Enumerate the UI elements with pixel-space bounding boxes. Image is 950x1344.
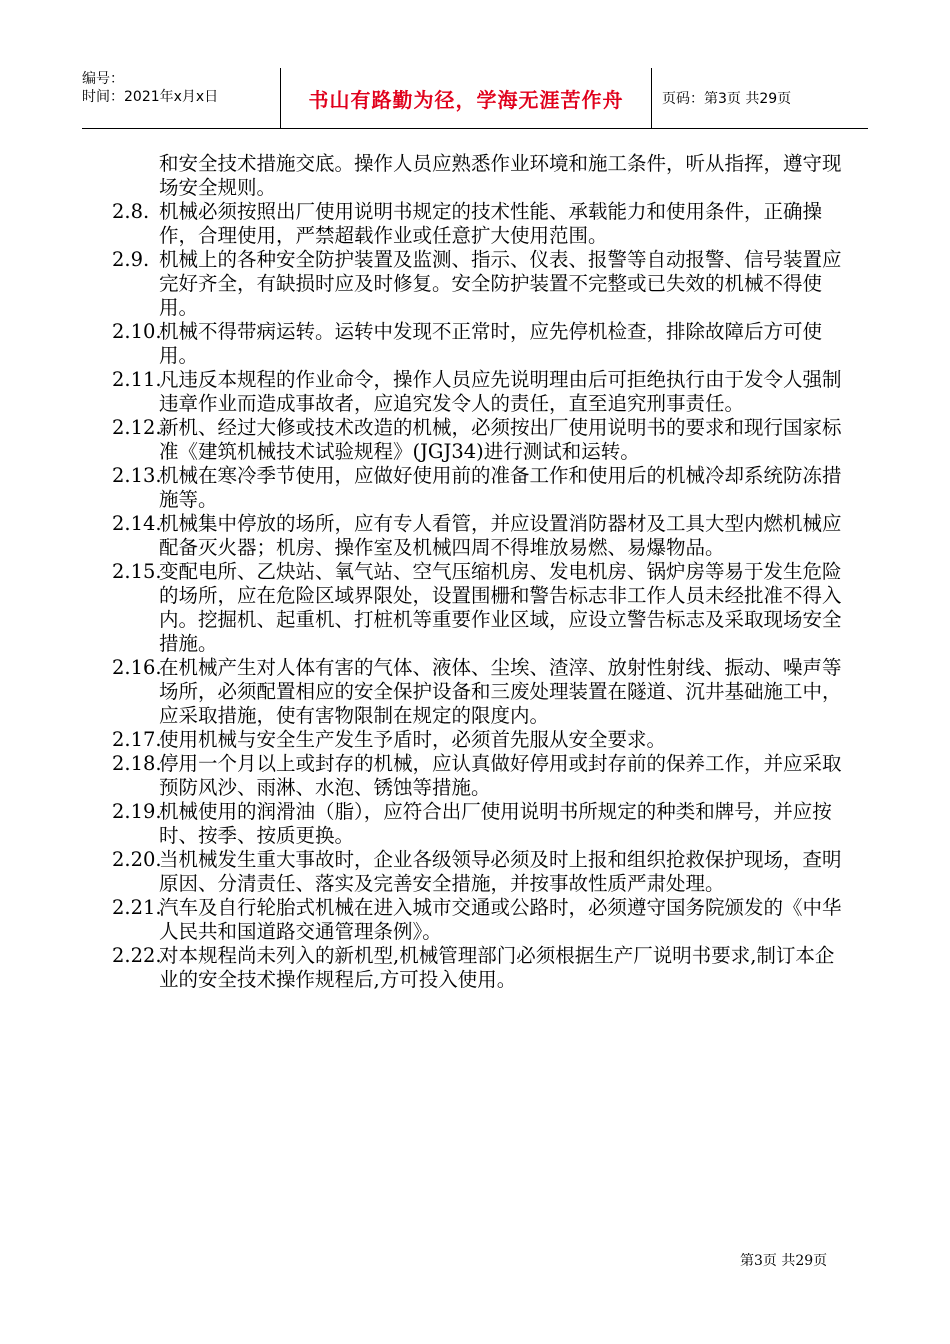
clause-text: 新机、经过大修或技术改造的机械，必须按出厂使用说明书的要求和现行国家标准《建筑机械技术试验规程》(JGJ34)进行测试和运转。 (159, 416, 842, 463)
clause-text: 对本规程尚未列入的新机型,机械管理部门必须根据生产厂说明书要求,制订本企业的安全技术操作规程后,方可投入使用。 (159, 944, 835, 991)
clause-paragraph (112, 728, 850, 752)
clause-number: 2.17. (112, 728, 162, 751)
header-motto: 书山有路勤为径，学海无涯苦作舟 (281, 68, 652, 128)
clause-paragraph (112, 416, 850, 464)
clause-text: 变配电所、乙炔站、氧气站、空气压缩机房、发电机房、锅炉房等易于发生危险的场所，应在危险区域界限处，设置围栅和警告标志非工作人员未经批准不得入内。挖掘机、起重机、打桩机等重要作业区域，应设立警告标志及采取现场安全措施。 (159, 560, 842, 655)
clause-paragraph (112, 848, 850, 896)
clause-paragraph (112, 944, 850, 992)
clause-text: 使用机械与安全生产发生予盾时，必须首先服从安全要求。 (159, 728, 667, 751)
clause-number: 2.22. (112, 944, 162, 967)
clause-text: 机械集中停放的场所，应有专人看管，并应设置消防器材及工具大型内燃机械应配备灭火器；机房、操作室及机械四周不得堆放易燃、易爆物品。 (159, 512, 842, 559)
document-time-label: 时间：2021年x月x日 (82, 89, 219, 105)
clause-paragraph (112, 320, 850, 368)
clause-paragraph (112, 800, 850, 848)
clause-number: 2.20. (112, 848, 162, 871)
clause-number: 2.8. (112, 200, 150, 223)
clause-paragraph (112, 656, 850, 728)
clause-text: 机械必须按照出厂使用说明书规定的技术性能、承载能力和使用条件，正确操作，合理使用，严禁超载作业或任意扩大使用范围。 (159, 200, 823, 247)
clause-paragraph (112, 248, 850, 320)
page-header (82, 68, 868, 129)
clause-number: 2.11. (112, 368, 162, 391)
clause-number: 2.15. (112, 560, 162, 583)
clause-text: 机械使用的润滑油（脂），应符合出厂使用说明书所规定的种类和牌号，并应按时、按季、按质更换。 (159, 800, 832, 847)
clause-paragraph (112, 464, 850, 512)
clause-number: 2.12. (112, 416, 162, 439)
page-footer: 第3页 共29页 (740, 1253, 828, 1269)
clause-number: 2.19. (112, 800, 162, 823)
clause-text: 在机械产生对人体有害的气体、液体、尘埃、渣滓、放射性射线、振动、噪声等场所，必须配置相应的安全保护设备和三废处理装置在隧道、沉井基础施工中，应采取措施，使有害物限制在规定的限度内。 (159, 656, 842, 727)
clause-text: 机械上的各种安全防护装置及监测、指示、仪表、报警等自动报警、信号装置应完好齐全，有缺损时应及时修复。安全防护装置不完整或已失效的机械不得使用。 (159, 248, 842, 319)
header-info-cell (82, 68, 281, 128)
document-number-label: 编号： (82, 71, 124, 87)
clause-paragraph (112, 560, 850, 656)
clause-number: 2.13. (112, 464, 162, 487)
clause-number: 2.18. (112, 752, 162, 775)
clause-text: 机械在寒冷季节使用，应做好使用前的准备工作和使用后的机械冷却系统防冻措施等。 (159, 464, 842, 511)
clause-list (112, 200, 850, 992)
header-page-code: 页码：第3页 共29页 (662, 91, 792, 107)
intro-paragraph: 和安全技术措施交底。操作人员应熟悉作业环境和施工条件，听从指挥，遵守现场安全规则。 (159, 152, 842, 199)
clause-number: 2.21. (112, 896, 162, 919)
clause-number: 2.16. (112, 656, 162, 679)
clause-number: 2.9. (112, 248, 150, 271)
clause-paragraph (112, 896, 850, 944)
clause-text: 停用一个月以上或封存的机械，应认真做好停用或封存前的保养工作，并应采取预防风沙、雨淋、水泡、锈蚀等措施。 (159, 752, 842, 799)
clause-number: 2.10. (112, 320, 162, 343)
clause-paragraph (112, 752, 850, 800)
clause-text: 凡违反本规程的作业命令，操作人员应先说明理由后可拒绝执行由于发令人强制违章作业而造成事故者，应追究发令人的责任，直至追究刑事责任。 (159, 368, 842, 415)
clause-number: 2.14. (112, 512, 162, 535)
clause-text: 汽车及自行轮胎式机械在进入城市交通或公路时，必须遵守国务院颁发的《中华人民共和国道路交通管理条例》。 (159, 896, 842, 943)
clause-text: 当机械发生重大事故时，企业各级领导必须及时上报和组织抢救保护现场，查明原因、分清责任、落实及完善安全措施，并按事故性质严肃处理。 (159, 848, 842, 895)
document-body (112, 152, 850, 992)
clause-paragraph (112, 368, 850, 416)
clause-paragraph (112, 200, 850, 248)
clause-text: 机械不得带病运转。运转中发现不正常时，应先停机检查，排除故障后方可使用。 (159, 320, 823, 367)
clause-paragraph (112, 512, 850, 560)
